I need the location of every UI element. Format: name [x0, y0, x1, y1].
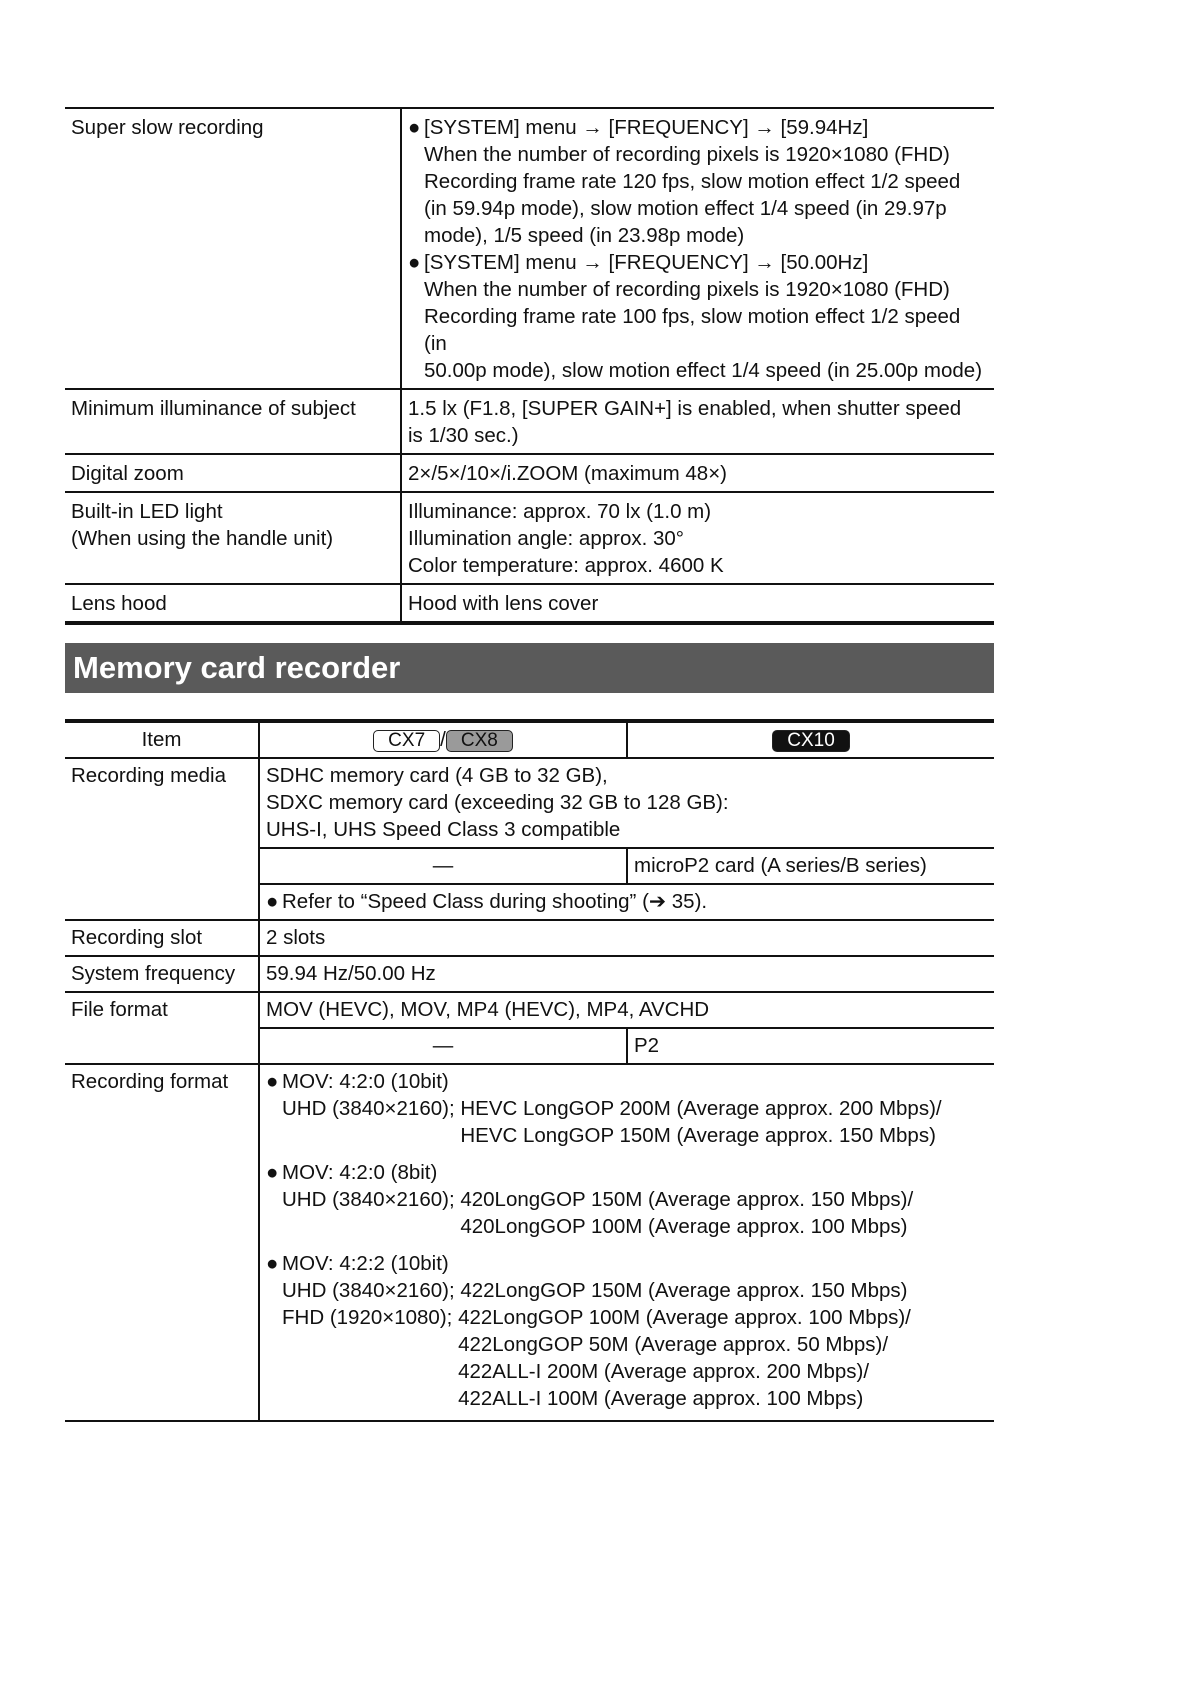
row-value: ● [SYSTEM] menu → [FREQUENCY] → [59.94Hz] When the number of recording pixels is 1920×1080 (FHD) Recording frame rate 120 fps, slow motion effect 1/2 speed (in 59.94p mode), slow motion effect 1/4 speed (in 29.97p mode), 1/5 speed (in 23.98p mode) ● [SYSTEM] menu → [FREQUENCY] → [50.00Hz] When the number of recording pixels is 1920×1080 (FHD) Recording frame rate 100 fps, slow motion effect 1/2 speed (in 50.00p mode), slow motion effect 1/4 speed (in 25.00p mode): [401, 108, 994, 389]
row-value: 2×/5×/10×/i.ZOOM (maximum 48×): [401, 454, 994, 492]
table-row: [65, 454, 994, 492]
table-row: [65, 758, 994, 848]
cx10-badge: CX10: [772, 730, 850, 752]
row-label: Digital zoom: [71, 462, 184, 485]
cx10-value: microP2 card (A series/B series): [627, 848, 994, 884]
row-value: Hood with lens cover: [401, 584, 994, 623]
row-label: Lens hood: [71, 592, 167, 615]
row-value: Illuminance: approx. 70 lx (1.0 m) Illumination angle: approx. 30° Color temperature: approx. 4600 K: [401, 492, 994, 584]
row-label: Recording format: [65, 1064, 259, 1421]
table-row: [65, 1064, 994, 1421]
bullet-icon: ●: [408, 116, 421, 139]
cx7-cx8-value: —: [259, 1028, 627, 1064]
table-row: [65, 389, 994, 454]
row-value: SDHC memory card (4 GB to 32 GB), SDXC memory card (exceeding 32 GB to 128 GB): UHS-I, UHS Speed Class 3 compatible: [259, 758, 994, 848]
bullet-icon: ●: [266, 1252, 279, 1275]
recorder-table: [65, 719, 994, 1422]
row-value: 59.94 Hz/50.00 Hz: [259, 956, 994, 992]
row-value: ● MOV: 4:2:0 (10bit) UHD (3840×2160); HEVC LongGOP 200M (Average approx. 200 Mbps)/ HEVC LongGOP 150M (Average approx. 150 Mbps) ● MOV: 4:2:0 (8bit) UHD (3840×2160); 420LongGOP 150M (Average approx. 150 Mbps)/ 420LongGOP 100M (Average approx. 100 Mbps) ● MOV: 4:2:2 (10bit) UHD (3840×2160); 422LongGOP 150M (Average approx. 150 Mbps) FHD (1920×1080); 422LongGOP 100M (Average approx. 100 Mbps)/ 422LongGOP 50M (Average approx. 50 Mbps)/ 422ALL-I 200M (Average approx. 200 Mbps)/ 422ALL-I 100M (Average approx. 100 Mbps): [259, 1064, 994, 1421]
cx7-cx8-value: —: [259, 848, 627, 884]
row-label: Minimum illuminance of subject: [71, 397, 356, 420]
cx7-badge: CX7: [373, 730, 440, 752]
row-value: 2 slots: [259, 920, 994, 956]
table-row: [65, 492, 994, 584]
bullet-icon: ●: [266, 1070, 279, 1093]
header-item: Item: [65, 721, 259, 758]
note: ● Refer to “Speed Class during shooting” (➔ 35).: [259, 884, 994, 920]
bullet-icon: ●: [408, 251, 421, 274]
cx8-badge: CX8: [446, 730, 513, 752]
section-title: Memory card recorder: [65, 643, 994, 693]
table-header-row: [65, 721, 994, 758]
row-label: System frequency: [65, 956, 259, 992]
row-value: MOV (HEVC), MOV, MP4 (HEVC), MP4, AVCHD: [259, 992, 994, 1028]
bullet-icon: ●: [266, 1161, 279, 1184]
row-label: Built-in LED light (When using the handle unit): [71, 500, 334, 550]
table-row: [65, 956, 994, 992]
bullet-icon: ●: [266, 890, 279, 913]
header-cx7-cx8: CX7 / CX8: [259, 721, 627, 758]
cx10-value: P2: [627, 1028, 994, 1064]
table-row: [65, 920, 994, 956]
header-cx10: [627, 721, 994, 758]
table-row: [65, 108, 994, 389]
row-label: File format: [65, 992, 259, 1064]
table-row: [65, 992, 994, 1028]
row-label: Recording slot: [65, 920, 259, 956]
spec-table: [65, 107, 994, 625]
row-value: 1.5 lx (F1.8, [SUPER GAIN+] is enabled, when shutter speed is 1/30 sec.): [401, 389, 994, 454]
row-label: Super slow recording: [71, 116, 264, 139]
table-row: [65, 584, 994, 623]
page-content: [65, 107, 994, 1422]
row-label: Recording media: [65, 758, 259, 920]
